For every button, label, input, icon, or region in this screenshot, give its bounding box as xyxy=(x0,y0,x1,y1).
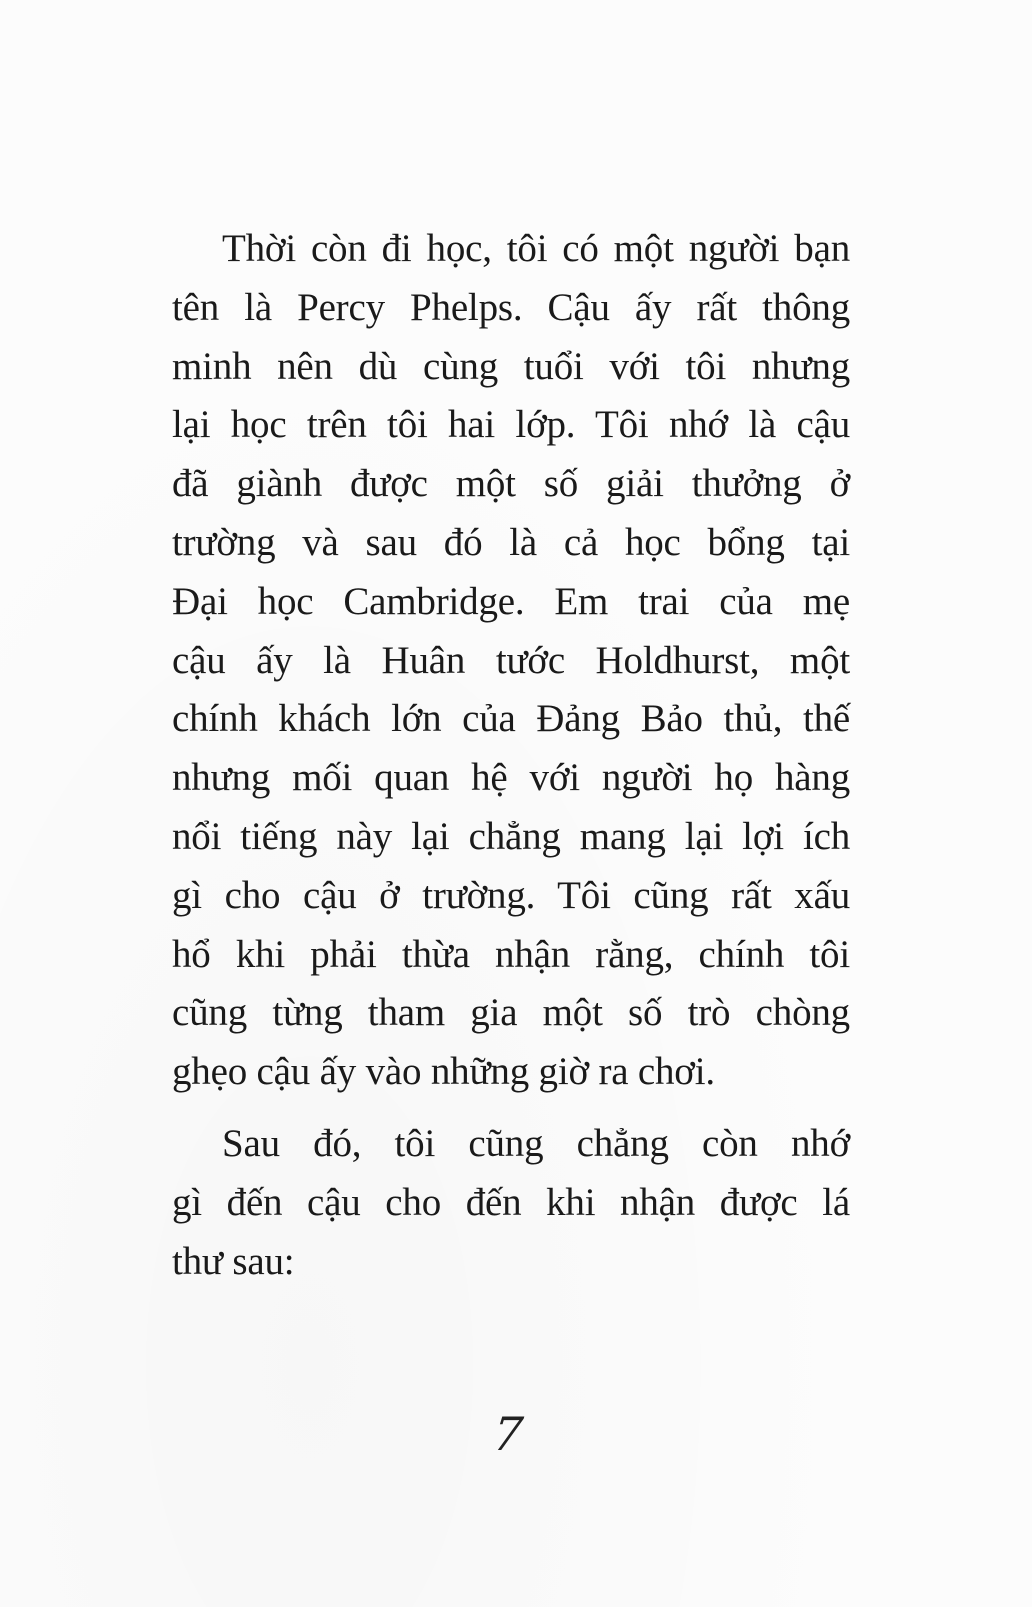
paragraph-1 xyxy=(172,220,850,1102)
text-line: minh nên dù cùng tuổi với tôi nhưng xyxy=(172,344,850,388)
text-line: trường và sau đó là cả học bổng tại xyxy=(172,520,850,564)
text-line: đã giành được một số giải thưởng ở xyxy=(172,462,850,506)
text-line: gì đến cậu cho đến khi nhận được lá xyxy=(172,1180,850,1224)
text-line: cũng từng tham gia một số trò chòng xyxy=(172,991,850,1035)
text-line: tên là Percy Phelps. Cậu ấy rất thông xyxy=(172,285,850,329)
text-line: gì cho cậu ở trường. Tôi cũng rất xấu xyxy=(172,873,850,917)
text-line: Thời còn đi học, tôi có một người bạn xyxy=(222,227,850,270)
text-line: ghẹo cậu ấy vào những giờ ra chơi. xyxy=(172,1050,715,1094)
text-line: thư sau: xyxy=(172,1239,295,1283)
page-number: 7 xyxy=(490,1407,526,1461)
text-line: nhưng mối quan hệ với người họ hàng xyxy=(172,756,850,800)
paragraph-2 xyxy=(172,1115,850,1291)
text-line: chính khách lớn của Đảng Bảo thủ, thế xyxy=(172,697,850,741)
text-line: Đại học Cambridge. Em trai của mẹ xyxy=(172,579,850,623)
text-line: hổ khi phải thừa nhận rằng, chính tôi xyxy=(172,932,850,976)
text-line: nổi tiếng này lại chẳng mang lại lợi ích xyxy=(172,814,850,858)
text-line: cậu ấy là Huân tước Holdhurst, một xyxy=(172,638,850,682)
body-text xyxy=(172,220,850,1291)
text-line: Sau đó, tôi cũng chẳng còn nhớ xyxy=(222,1121,850,1165)
text-line: lại học trên tôi hai lớp. Tôi nhớ là cậu xyxy=(172,403,850,447)
